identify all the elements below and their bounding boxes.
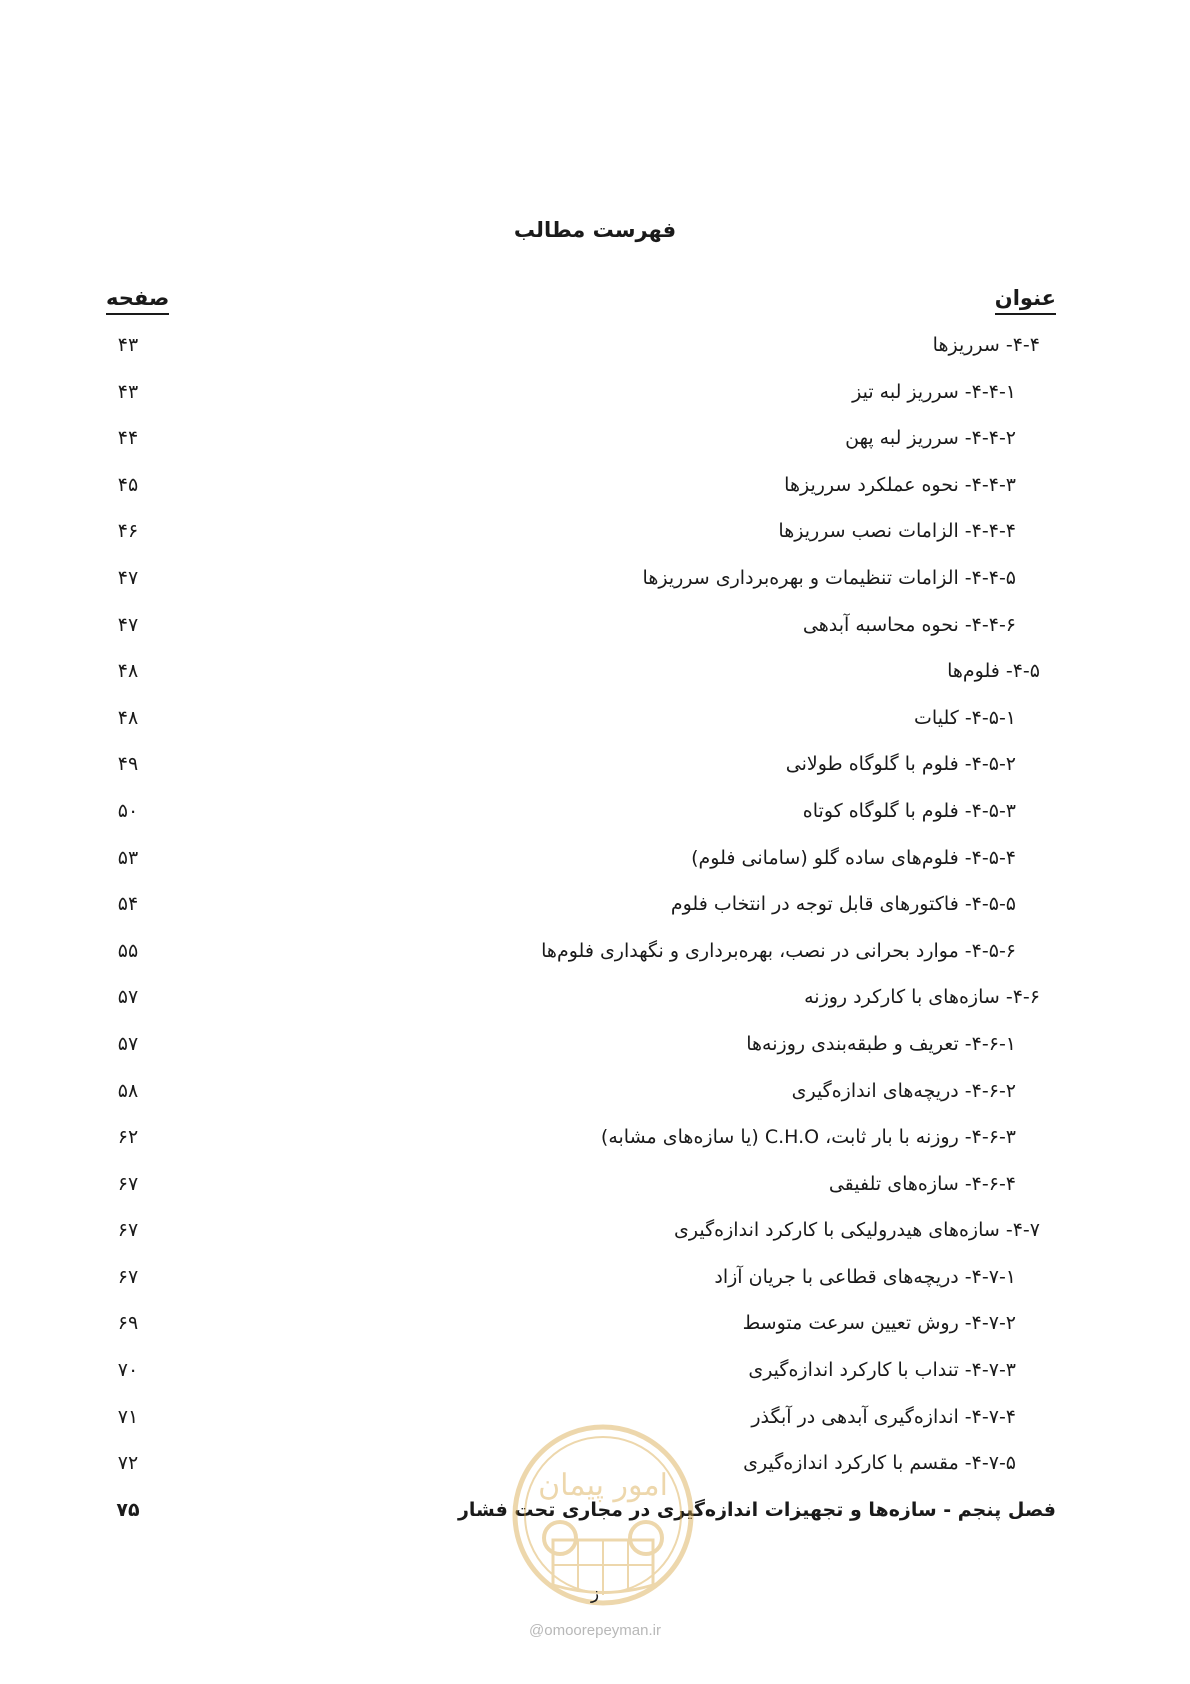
- column-header-page: صفحه: [106, 286, 169, 315]
- toc-entry[interactable]: [0, 843, 1190, 890]
- toc-entry[interactable]: [0, 610, 1190, 657]
- toc-entry-page: ۴۴: [117, 427, 139, 450]
- toc-entry-page: ۴۷: [117, 566, 139, 589]
- toc-entry-label: ۴-۵- فلوم‌ها: [947, 660, 1040, 683]
- toc-entry[interactable]: [0, 1215, 1190, 1262]
- toc-entry-label: ۴-۴-۳- نحوه عملکرد سرریزها: [784, 473, 1016, 496]
- toc-entry[interactable]: [0, 749, 1190, 796]
- toc-entry[interactable]: [0, 470, 1190, 517]
- page-title: فهرست مطالب: [513, 218, 677, 242]
- watermark-site: @omoorepeyman.ir: [529, 1622, 661, 1639]
- toc-entry-label: ۴-۵-۱- کلیات: [914, 706, 1016, 729]
- toc-entry-page: ۶۷: [117, 1219, 139, 1242]
- page-number-mark: ز: [590, 1584, 600, 1604]
- toc-entry[interactable]: [0, 1308, 1190, 1355]
- toc-entry-page: ۵۷: [117, 1032, 139, 1055]
- toc-entry[interactable]: [0, 1076, 1190, 1123]
- toc-entry-label: ۴-۵-۴- فلوم‌های ساده گلو (سامانی فلوم): [691, 846, 1016, 869]
- toc-entry-label: ۴-۷-۲- روش تعیین سرعت متوسط: [742, 1312, 1016, 1335]
- toc-entry-page: ۶۹: [117, 1312, 139, 1335]
- toc-entry-page: ۴۶: [117, 520, 139, 543]
- toc-entry[interactable]: [0, 1355, 1190, 1402]
- toc-entry-label: ۴-۴-۴- الزامات نصب سرریزها: [778, 520, 1016, 543]
- toc-entry-page: ۷۲: [117, 1452, 139, 1475]
- toc-entry-page: ۵۸: [117, 1079, 139, 1102]
- toc-entry[interactable]: [0, 1122, 1190, 1169]
- toc-entry[interactable]: [0, 563, 1190, 610]
- toc-entry-label: ۴-۷- سازه‌های هیدرولیکی با کارکرد اندازه‌گیری: [674, 1219, 1040, 1242]
- toc-entry-page: ۵۳: [117, 846, 139, 869]
- toc-entry[interactable]: [0, 982, 1190, 1029]
- toc-entry-label: ۴-۷-۴- اندازه‌گیری آبدهی در آبگذر: [751, 1405, 1016, 1428]
- toc-entry-label: ۴-۴-۲- سرریز لبه پهن: [845, 427, 1016, 450]
- toc-entry-page: ۷۱: [117, 1405, 139, 1428]
- toc-entry[interactable]: [0, 796, 1190, 843]
- toc-entry-label: ۴-۶- سازه‌های با کارکرد روزنه: [804, 986, 1040, 1009]
- toc-entry[interactable]: [0, 423, 1190, 470]
- toc-entry-page: ۴۹: [117, 753, 139, 776]
- toc-entry-label: ۴-۷-۱- دریچه‌های قطاعی با جریان آزاد: [714, 1265, 1016, 1288]
- toc-entry-page: ۷۵: [116, 1498, 140, 1521]
- toc-entry[interactable]: [0, 516, 1190, 563]
- toc-entry[interactable]: [0, 889, 1190, 936]
- toc-entry-label: ۴-۶-۲- دریچه‌های اندازه‌گیری: [791, 1079, 1016, 1102]
- toc-entry-page: ۴۵: [117, 473, 139, 496]
- toc-entry-label: ۴-۵-۳- فلوم با گلوگاه کوتاه: [802, 799, 1016, 822]
- toc-entry[interactable]: [0, 1262, 1190, 1309]
- watermark-seal-icon: [508, 1420, 698, 1610]
- toc-entry-page: ۶۷: [117, 1172, 139, 1195]
- table-of-contents: [0, 330, 1190, 1541]
- watermark-text: امور پیمان: [538, 1468, 668, 1503]
- toc-entry-label: ۴-۴- سرریزها: [932, 334, 1040, 356]
- toc-entry-page: ۴۸: [117, 660, 139, 683]
- toc-entry[interactable]: [0, 1169, 1190, 1216]
- toc-entry-label: ۴-۶-۴- سازه‌های تلفیقی: [828, 1172, 1016, 1195]
- toc-entry-page: ۴۸: [117, 706, 139, 729]
- toc-entry-page: ۴۳: [117, 380, 139, 403]
- toc-entry-page: ۴۷: [117, 613, 139, 636]
- toc-entry[interactable]: [0, 1029, 1190, 1076]
- toc-entry[interactable]: [0, 377, 1190, 424]
- toc-entry-label: ۴-۵-۲- فلوم با گلوگاه طولانی: [785, 753, 1016, 776]
- toc-entry-label: ۴-۷-۵- مقسم با کارکرد اندازه‌گیری: [743, 1452, 1016, 1475]
- toc-entry-page: ۷۰: [117, 1359, 139, 1382]
- column-header-title: عنوان: [995, 286, 1056, 315]
- toc-entry-page: ۵۴: [117, 893, 139, 916]
- toc-entry-page: ۵۰: [117, 799, 139, 822]
- toc-entry-page: ۶۲: [117, 1126, 139, 1149]
- toc-entry-label: ۴-۴-۵- الزامات تنظیمات و بهره‌برداری سرریزها: [642, 566, 1016, 589]
- toc-entry-page: ۵۵: [117, 939, 139, 962]
- toc-entry-label: ۴-۷-۳- تنداب با کارکرد اندازه‌گیری: [748, 1359, 1016, 1382]
- toc-entry-label: ۴-۵-۶- موارد بحرانی در نصب، بهره‌برداری و نگهداری فلوم‌ها: [541, 939, 1016, 962]
- toc-entry[interactable]: [0, 330, 1190, 377]
- toc-entry[interactable]: [0, 936, 1190, 983]
- toc-entry[interactable]: [0, 656, 1190, 703]
- toc-entry-label: ۴-۶-۱- تعریف و طبقه‌بندی روزنه‌ها: [746, 1032, 1016, 1055]
- toc-entry-label: فصل پنجم - سازه‌ها و تجهیزات اندازه‌گیری در مجاری تحت فشار: [457, 1498, 1056, 1521]
- toc-entry-label: ۴-۴-۶- نحوه محاسبه آبدهی: [802, 613, 1016, 636]
- toc-entry-label: ۴-۶-۳- روزنه با بار ثابت، C.H.O (یا سازه‌های مشابه): [600, 1126, 1016, 1149]
- toc-entry-page: ۴۳: [117, 334, 139, 356]
- toc-entry-page: ۶۷: [117, 1265, 139, 1288]
- toc-entry[interactable]: [0, 703, 1190, 750]
- toc-entry-page: ۵۷: [117, 986, 139, 1009]
- toc-entry-label: ۴-۴-۱- سرریز لبه تیز: [852, 380, 1016, 403]
- toc-entry-label: ۴-۵-۵- فاکتورهای قابل توجه در انتخاب فلوم: [670, 893, 1016, 916]
